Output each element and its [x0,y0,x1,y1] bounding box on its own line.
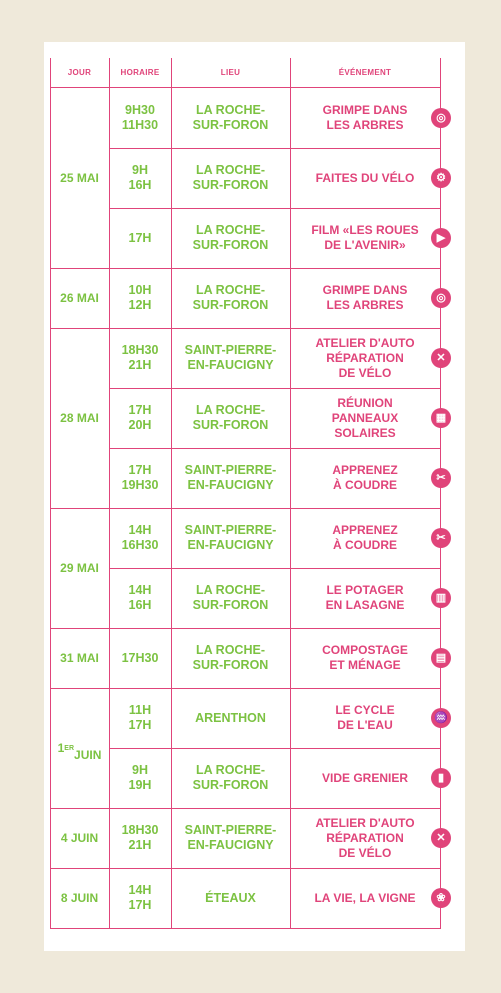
time-cell: 14H 17H [128,883,152,912]
event-cell: ATELIER D'AUTO RÉPARATION DE VÉLO [315,815,415,860]
place-cell: ARENTHON [195,710,266,725]
time-cell: 9H30 11H30 [121,103,159,132]
time-cell: 9H 16H [128,163,152,192]
event-cell: APPRENEZ À COUDRE [332,523,398,552]
grapes-icon: ❀ [431,888,451,908]
time-cell: 17H30 [121,650,159,665]
movie-camera-icon: ▶ [431,228,451,248]
event-cell: RÉUNION PANNEAUX SOLAIRES [331,395,399,440]
time-cell: 9H 19H [128,763,152,792]
time-cell: 14H 16H30 [121,523,159,552]
place-cell: SAINT-PIERRE- EN-FAUCIGNY [184,463,277,492]
event-cell: GRIMPE DANS LES ARBRES [322,283,408,312]
day-cell: 26 MAI [60,290,99,305]
event-cell: COMPOSTAGE ET MÉNAGE [322,643,408,672]
compost-bin-icon: ▤ [431,648,451,668]
event-cell: GRIMPE DANS LES ARBRES [322,103,408,132]
place-cell: LA ROCHE- SUR-FORON [192,223,269,252]
day-cell: 1 ER JUIN [57,740,102,762]
place-cell: ÉTEAUX [205,890,256,905]
place-cell: LA ROCHE- SUR-FORON [192,643,269,672]
header-horaire: HORAIRE [120,67,160,77]
day-cell: 4 JUIN [60,830,99,845]
place-cell: LA ROCHE- SUR-FORON [192,583,269,612]
place-cell: LA ROCHE- SUR-FORON [192,103,269,132]
time-cell: 17H 19H30 [121,463,159,492]
time-cell: 17H [128,230,152,245]
place-cell: LA ROCHE- SUR-FORON [192,403,269,432]
garden-icon: ▥ [431,588,451,608]
place-cell: SAINT-PIERRE- EN-FAUCIGNY [184,343,277,372]
scissors-icon: ✂ [431,468,451,488]
day-cell: 31 MAI [60,650,99,665]
event-cell: FAITES DU VÉLO [315,170,415,185]
time-cell: 18H30 21H [121,823,159,852]
header-jour: JOUR [67,67,92,77]
scissors-icon: ✂ [431,528,451,548]
time-cell: 14H 16H [128,583,152,612]
time-cell: 11H 17H [128,703,152,732]
carabiner-icon: ◎ [431,108,451,128]
carabiner-icon: ◎ [431,288,451,308]
header-lieu: LIEU [220,67,241,77]
event-cell: FILM «LES ROUES DE L'AVENIR» [311,223,419,252]
bicycle-icon: ⚙ [431,168,451,188]
event-cell: ATELIER D'AUTO RÉPARATION DE VÉLO [315,335,415,380]
place-cell: LA ROCHE- SUR-FORON [192,283,269,312]
time-cell: 18H30 21H [121,343,159,372]
place-cell: SAINT-PIERRE- EN-FAUCIGNY [184,523,277,552]
time-cell: 10H 12H [128,283,152,312]
event-cell: LA VIE, LA VIGNE [314,890,416,905]
place-cell: LA ROCHE- SUR-FORON [192,163,269,192]
tools-icon: ✕ [431,828,451,848]
event-cell: LE CYCLE DE L'EAU [335,703,395,732]
bottle-icon: ▮ [431,768,451,788]
water-tap-icon: ♒ [431,708,451,728]
header-evenement: ÉVÉNEMENT [338,67,392,77]
event-cell: VIDE GRENIER [321,770,408,785]
day-cell: 28 MAI [60,410,99,425]
place-cell: SAINT-PIERRE- EN-FAUCIGNY [184,823,277,852]
column-divider [440,58,441,929]
time-cell: 17H 20H [128,403,152,432]
event-cell: APPRENEZ À COUDRE [332,463,398,492]
tools-icon: ✕ [431,348,451,368]
solar-panel-icon: ▦ [431,408,451,428]
place-cell: LA ROCHE- SUR-FORON [192,763,269,792]
day-cell: 8 JUIN [60,890,99,905]
day-cell: 25 MAI [60,170,99,185]
event-cell: LE POTAGER EN LASAGNE [325,583,405,612]
day-cell: 29 MAI [60,560,99,575]
table-bottom [50,928,441,929]
